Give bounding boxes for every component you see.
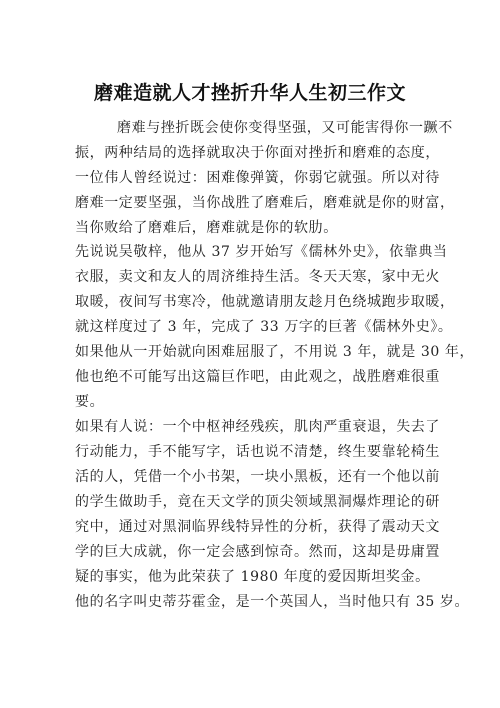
paragraph-line: 的学生做助手，竟在天文学的顶尖领域黑洞爆炸理论的研 (75, 494, 440, 510)
paragraph-line: 就这样度过了 3 年，完成了 33 万字的巨著《儒林外史》。 (75, 319, 453, 335)
paragraph-line: 一位伟人曾经说过：困难像弹簧，你弱它就强。所以对待 (75, 170, 440, 186)
paragraph-line: 磨难一定要坚强，当你战胜了磨难后，磨难就是你的财富， (75, 195, 455, 211)
paragraph-line: 振，两种结局的选择就取决于你面对挫折和磨难的态度， (75, 145, 440, 161)
paragraph-line: 如果有人说：一个中枢神经残疾，肌肉严重衰退，失去了 (75, 419, 440, 435)
paragraph-line: 究中，通过对黑洞临界线特异性的分析，获得了震动天文 (75, 519, 440, 535)
paragraph-line: 他的名字叫史蒂芬霍金，是一个英国人，当时他只有 35 岁。 (75, 594, 470, 610)
document-title: 磨难造就人才挫折升华人生初三作文 (93, 82, 406, 104)
paragraph-line: 磨难与挫折既会使你变得坚强，又可能害得你一蹶不 (117, 120, 453, 136)
paragraph-line: 当你败给了磨难后，磨难就是你的软肋。 (75, 220, 338, 236)
paragraph-line: 他也绝不可能写出这篇巨作吧，由此观之，战胜磨难很重 (75, 369, 440, 385)
paragraph-line: 行动能力，手不能写字，话也说不清楚，终生要靠轮椅生 (75, 444, 440, 460)
paragraph-line: 要。 (75, 394, 105, 410)
paragraph-line: 活的人，凭借一个小书架，一块小黑板，还有一个他以前 (75, 469, 440, 485)
paragraph-line: 学的巨大成就，你一定会感到惊奇。然而，这却是毋庸置 (75, 544, 440, 560)
paragraph-line: 疑的事实，他为此荣获了 1980 年度的爱因斯坦奖金。 (75, 569, 430, 585)
paragraph-line: 如果他从一开始就向困难屈服了，不用说 3 年，就是 30 年， (75, 344, 475, 360)
paragraph-line: 取暖，夜间写书寒冷，他就邀请朋友趁月色绕城跑步取暖， (75, 294, 455, 310)
paragraph-line: 衣服，卖文和友人的周济维持生活。冬天天寒，家中无火 (75, 269, 440, 285)
paragraph-line: 先说说吴敬梓，他从 37 岁开始写《儒林外史》，依靠典当 (75, 244, 448, 260)
